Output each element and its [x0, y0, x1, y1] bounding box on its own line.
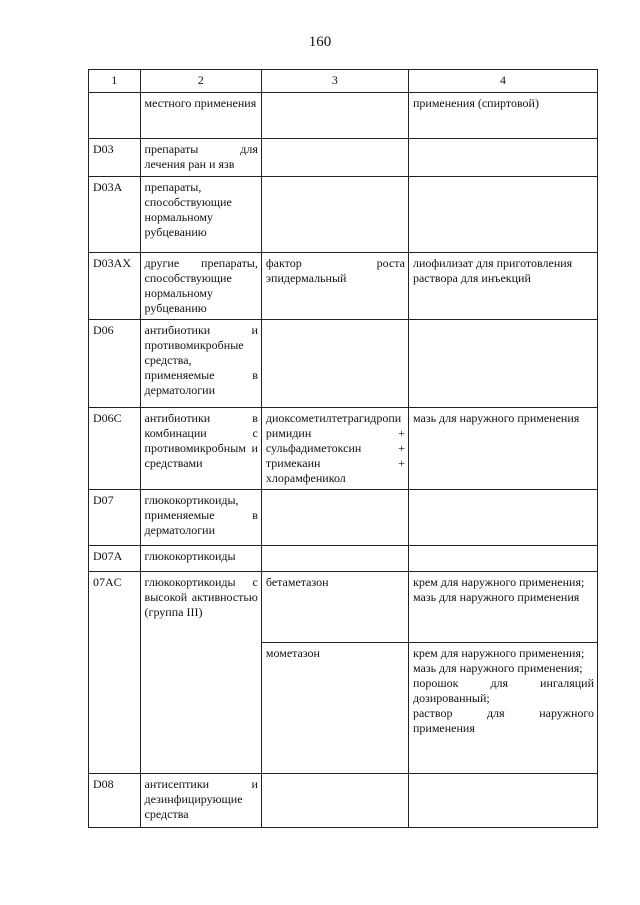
atc-code-cell: D03A: [89, 177, 141, 253]
group-cell: глюкокортикоиды, применяемые в дерматологии: [140, 490, 261, 546]
medication-table: [88, 69, 598, 828]
group-cell: местного применения: [140, 93, 261, 139]
form-line: порошок для ингаляций дозированный;: [412, 676, 594, 705]
atc-code-cell: D06: [89, 320, 141, 408]
column-header: 1: [89, 70, 141, 93]
table-row: [89, 320, 598, 408]
drug-cell: диоксометилтетрагидропиримидин + сульфадиметоксин + тримекаин + хлорамфеникол: [261, 408, 408, 490]
atc-code-cell: [89, 93, 141, 139]
form-line: крем для наружного применения;: [412, 646, 585, 660]
form-line: раствор для наружного применения: [412, 706, 594, 735]
group-cell: антибиотики и противомикробные средства, применяемые в дерматологии: [140, 320, 261, 408]
drug-cell: [261, 490, 408, 546]
form-line: мазь для наружного применения;: [412, 661, 583, 675]
table-row: [89, 177, 598, 253]
form-cell: [408, 490, 597, 546]
drug-cell: фактор роста эпидермальный: [261, 253, 408, 320]
table-row: [89, 546, 598, 572]
group-cell: другие препараты, способствующие нормальному рубцеванию: [140, 253, 261, 320]
atc-code-cell: 07AC: [89, 572, 141, 774]
form-cell: [408, 774, 597, 828]
form-cell: [408, 320, 597, 408]
form-cell: [408, 408, 597, 490]
form-cell: [408, 572, 597, 643]
atc-code-cell: D06C: [89, 408, 141, 490]
group-cell: антибиотики в комбинации с противомикробным и средствами: [140, 408, 261, 490]
table-header-row: [89, 70, 598, 93]
form-cell: [408, 93, 597, 139]
atc-code-cell: D03AX: [89, 253, 141, 320]
form-cell: [408, 177, 597, 253]
drug-cell: [261, 177, 408, 253]
form-cell: [408, 546, 597, 572]
drug-cell: [261, 546, 408, 572]
drug-cell: бетаметазон: [261, 572, 408, 643]
page-number: 160: [308, 34, 332, 50]
table-row: [89, 572, 598, 643]
column-header: 3: [261, 70, 408, 93]
form-line: лиофилизат для приготовления раствора для инъекций: [412, 256, 573, 285]
atc-code-cell: D08: [89, 774, 141, 828]
column-header: 4: [408, 70, 597, 93]
form-cell: [408, 253, 597, 320]
form-cell: [408, 643, 597, 774]
table-row: [89, 408, 598, 490]
form-line: мазь для наружного применения: [412, 411, 580, 425]
atc-code-cell: D07A: [89, 546, 141, 572]
table-row: [89, 93, 598, 139]
form-line: применения (спиртовой): [412, 96, 539, 110]
table-row: [89, 774, 598, 828]
drug-cell: [261, 320, 408, 408]
atc-code-cell: D03: [89, 139, 141, 177]
drug-cell: [261, 774, 408, 828]
table-row: [89, 139, 598, 177]
drug-cell: [261, 139, 408, 177]
column-header: 2: [140, 70, 261, 93]
group-cell: антисептики и дезинфицирующие средства: [140, 774, 261, 828]
atc-code-cell: D07: [89, 490, 141, 546]
group-cell: препараты, способствующие нормальному рубцеванию: [140, 177, 261, 253]
group-cell: препараты для лечения ран и язв: [140, 139, 261, 177]
form-line: крем для наружного применения;: [412, 575, 585, 589]
drug-cell: [261, 93, 408, 139]
table-row: [89, 253, 598, 320]
table-row: [89, 490, 598, 546]
group-cell: глюкокортикоиды: [140, 546, 261, 572]
group-cell: глюкокортикоиды с высокой активностью (группа III): [140, 572, 261, 774]
form-cell: [408, 139, 597, 177]
drug-cell: мометазон: [261, 643, 408, 774]
form-line: мазь для наружного применения: [412, 590, 580, 604]
